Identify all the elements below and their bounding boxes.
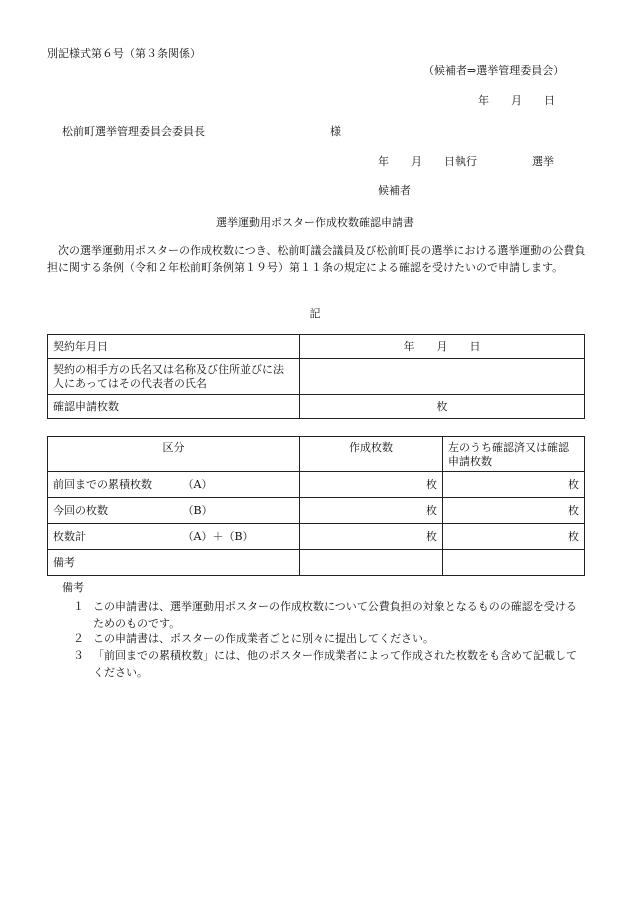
header-produced: 作成枚数 bbox=[300, 437, 443, 472]
note-item bbox=[73, 647, 581, 681]
remarks-field-confirmed[interactable] bbox=[443, 550, 585, 576]
note-item bbox=[73, 630, 581, 647]
produced-count-field[interactable]: 枚 bbox=[300, 498, 443, 524]
row-code: （A）＋（B） bbox=[182, 529, 254, 543]
header-confirmed: 左のうち確認済又は確認申請枚数 bbox=[443, 437, 585, 472]
election-line: 年 月 日執行 選挙 bbox=[378, 155, 554, 168]
note-text: この申請書は、ポスターの作成業者ごとに別々に提出してください。 bbox=[93, 632, 434, 645]
request-count-field[interactable]: 枚 bbox=[300, 395, 585, 419]
note-number: ３ bbox=[73, 649, 84, 662]
remarks-field-produced[interactable] bbox=[300, 550, 443, 576]
note-number: ２ bbox=[73, 632, 84, 645]
confirmed-count-field[interactable]: 枚 bbox=[443, 498, 585, 524]
note-text: この申請書は、選挙運動用ポスターの作成枚数について公費負担の対象となるものの確認を受けるためのものです。 bbox=[93, 600, 577, 630]
poster-count-table bbox=[47, 436, 585, 576]
contract-date-label: 契約年月日 bbox=[48, 335, 300, 359]
produced-count-field[interactable]: 枚 bbox=[300, 472, 443, 498]
document-title: 選挙運動用ポスター作成枚数確認申請書 bbox=[216, 216, 414, 229]
note-number: １ bbox=[73, 600, 84, 613]
header-category: 区分 bbox=[48, 437, 300, 472]
counterparty-field[interactable] bbox=[300, 359, 585, 395]
confirmed-count-field[interactable]: 枚 bbox=[443, 472, 585, 498]
row-category bbox=[48, 472, 300, 498]
candidate-label: 候補者 bbox=[378, 184, 411, 197]
counterparty-row bbox=[48, 359, 585, 395]
produced-count-field[interactable]: 枚 bbox=[300, 524, 443, 550]
ki-heading: 記 bbox=[309, 307, 321, 320]
remarks-label: 備考 bbox=[48, 550, 300, 576]
row-category bbox=[48, 498, 300, 524]
contract-date-field[interactable]: 年 月 日 bbox=[300, 335, 585, 359]
row-label: 枚数計 bbox=[53, 529, 86, 543]
contract-info-table bbox=[47, 334, 585, 419]
date-line: 年 月 日 bbox=[478, 94, 555, 107]
table-row bbox=[48, 524, 585, 550]
row-category bbox=[48, 524, 300, 550]
contract-date-row bbox=[48, 335, 585, 359]
honorific: 様 bbox=[330, 125, 341, 138]
request-count-row bbox=[48, 395, 585, 419]
note-item bbox=[73, 598, 581, 632]
confirmed-count-field[interactable]: 枚 bbox=[443, 524, 585, 550]
addressee: 松前町選挙管理委員会委員長 bbox=[62, 125, 205, 138]
counterparty-label: 契約の相手方の氏名又は名称及び住所並びに法人にあってはその代表者の氏名 bbox=[48, 359, 300, 395]
note-text: 「前回までの累積枚数」には、他のポスター作成業者によって作成された枚数をも含めて記載してください。 bbox=[93, 649, 577, 679]
form-number: 別記様式第６号（第３条関係） bbox=[47, 47, 201, 60]
row-code: （A） bbox=[182, 477, 213, 491]
submission-route: （候補者⇒選挙管理委員会） bbox=[423, 64, 565, 77]
table-row bbox=[48, 472, 585, 498]
table-row bbox=[48, 498, 585, 524]
row-label: 今回の枚数 bbox=[53, 503, 108, 517]
row-code: （B） bbox=[182, 503, 213, 517]
header-row bbox=[48, 437, 585, 472]
row-label: 前回までの累積枚数 bbox=[53, 477, 152, 491]
notes-title: 備考 bbox=[62, 581, 84, 594]
intro-paragraph: 次の選挙運動用ポスターの作成枚数につき、松前町議会議員及び松前町長の選挙における選挙運動の公費負担に関する条例（令和２年松前町条例第１９号）第１１条の規定による確認を受けたいので申請します。 bbox=[47, 244, 586, 274]
request-count-label: 確認申請枚数 bbox=[48, 395, 300, 419]
remarks-row bbox=[48, 550, 585, 576]
